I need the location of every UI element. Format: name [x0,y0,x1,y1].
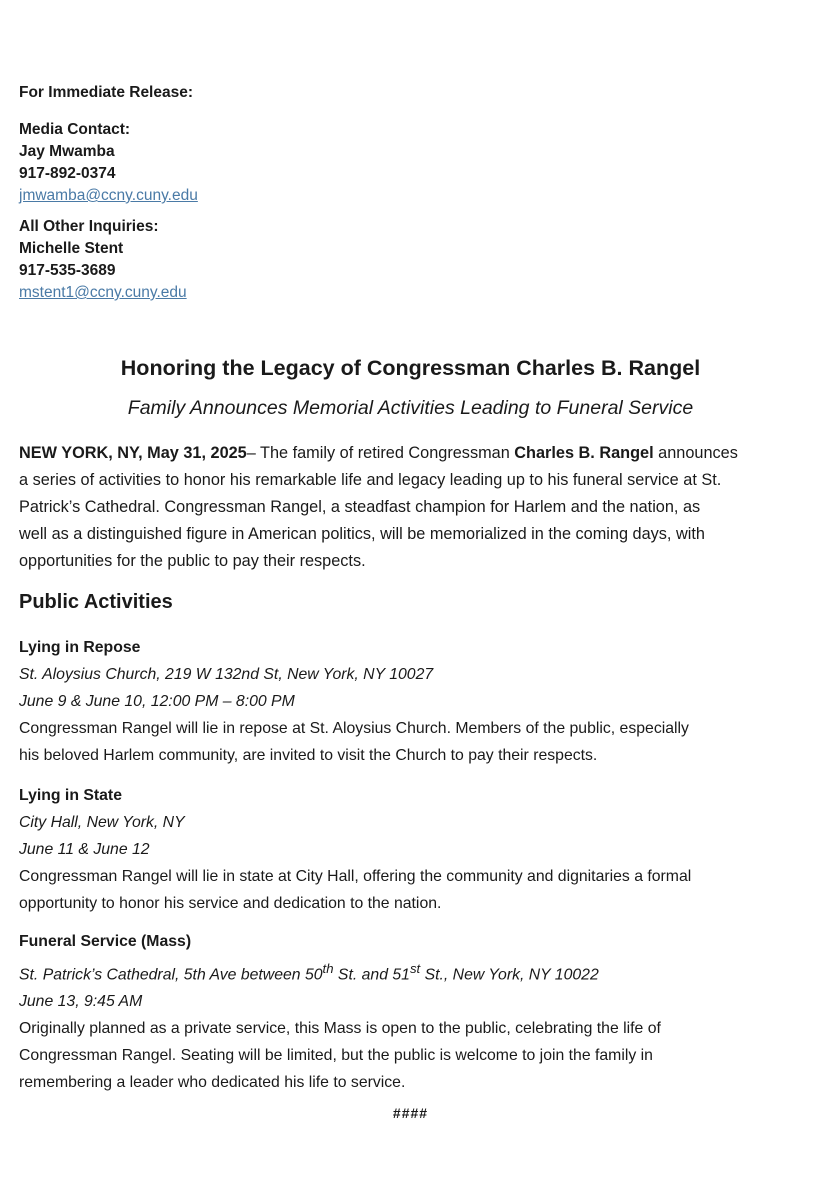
activity-title: Funeral Service (Mass) [19,933,192,950]
activity-title: Lying in Repose [19,639,141,656]
activity-description: Congressman Rangel. Seating will be limited, but the public is welcome to join the family in [19,1047,653,1065]
section-title: Public Activities [19,591,173,613]
activity-description: Originally planned as a private service, this Mass is open to the public, celebrating the life of [19,1020,661,1038]
intro-text: – The family of retired Congressman [246,444,515,462]
location-text: St. and 51 [333,966,410,984]
activity-description: his beloved Harlem community, are invited to visit the Church to pay their respects. [19,747,598,764]
activity-time: June 9 & June 10, 12:00 PM – 8:00 PM [19,693,295,710]
media-contact-label: Media Contact: [19,121,131,138]
intro-line-2: a series of activities to honor his remarkable life and legacy leading up to his funeral service at St. [19,471,722,489]
media-contact-email-link[interactable]: jmwamba@ccny.cuny.edu [19,187,198,204]
activity-funeral-service [19,928,814,1096]
activity-description: opportunity to honor his service and dedication to the nation. [19,895,442,912]
activity-description: Congressman Rangel will lie in repose at St. Aloysius Church. Members of the public, especially [19,720,689,737]
media-contact-phone: 917-892-0374 [19,165,116,182]
ordinal-suffix: th [322,961,334,976]
other-contact-name: Michelle Stent [19,240,124,257]
location-text: St., New York, NY 10022 [420,966,599,984]
intro-line-5: opportunities for the public to pay their respects. [19,552,366,570]
activity-location [19,955,814,988]
end-mark: #### [392,1105,429,1121]
activity-description: remembering a leader who dedicated his life to service. [19,1074,406,1092]
ordinal-suffix: st [409,961,421,976]
headline: Honoring the Legacy of Congressman Charles B. Rangel [120,356,701,380]
location-text: St. Patrick’s Cathedral, 5th Ave between 50 [19,966,323,984]
other-inquiries-label: All Other Inquiries: [19,218,159,235]
activity-description: Congressman Rangel will lie in state at City Hall, offering the community and dignitaries a formal [19,868,692,885]
intro-paragraph [19,440,811,575]
intro-line-4: well as a distinguished figure in American politics, will be memorialized in the coming days, with [19,525,705,543]
other-contact-phone: 917-535-3689 [19,262,116,279]
media-contact-name: Jay Mwamba [19,143,115,160]
honoree-name: Charles B. Rangel [514,444,654,462]
dateline: NEW YORK, NY, May 31, 2025 [19,444,247,462]
activity-time: June 11 & June 12 [19,841,150,858]
intro-line-1 [19,440,811,467]
activity-location: St. Aloysius Church, 219 W 132nd St, New York, NY 10027 [19,666,434,683]
intro-text: announces [653,444,738,462]
other-contact-email-link[interactable]: mstent1@ccny.cuny.edu [19,284,187,301]
activity-lying-in-repose [19,634,814,769]
release-label: For Immediate Release: [19,84,194,101]
subheadline: Family Announces Memorial Activities Leading to Funeral Service [127,397,694,419]
activity-title: Lying in State [19,787,122,804]
activity-lying-in-state [19,782,814,917]
activity-time: June 13, 9:45 AM [19,993,143,1011]
contact-header [19,82,198,304]
intro-line-3: Patrick’s Cathedral. Congressman Rangel, a steadfast champion for Harlem and the nation, as [19,498,701,516]
activity-location: City Hall, New York, NY [19,814,185,831]
